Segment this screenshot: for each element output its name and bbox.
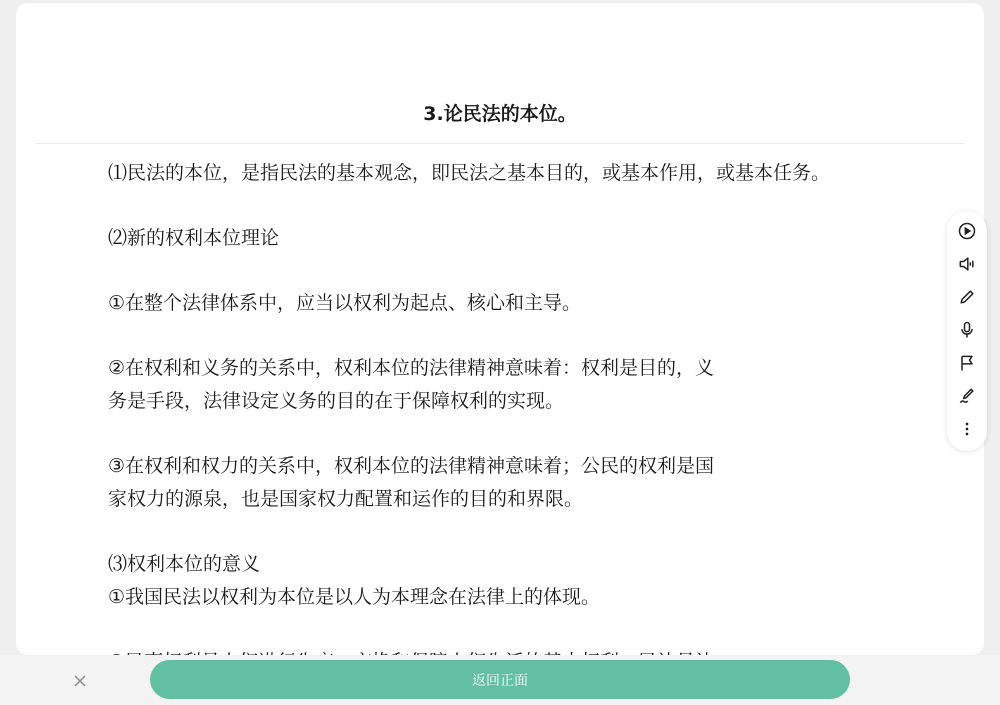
paragraph: ⑴民法的本位，是指民法的基本观念，即民法之基本目的，或基本作用，或基本任务。 bbox=[108, 162, 831, 184]
card-content bbox=[108, 157, 908, 679]
paragraph: ①在整个法律体系中，应当以权利为起点、核心和主导。 bbox=[108, 292, 582, 314]
play-circle-icon[interactable] bbox=[955, 219, 979, 243]
paragraph: ①我国民法以权利为本位是以人为本理念在法律上的体现。 bbox=[108, 586, 601, 608]
return-front-button[interactable]: 返回正面 bbox=[150, 660, 850, 699]
close-icon[interactable] bbox=[68, 669, 92, 693]
pencil-icon[interactable] bbox=[955, 285, 979, 309]
paragraph: 家权力的源泉，也是国家权力配置和运作的目的和界限。 bbox=[108, 488, 584, 510]
flashcard-back bbox=[16, 3, 984, 655]
paragraph: ②在权利和义务的关系中，权利本位的法律精神意味着：权利是目的，义 bbox=[108, 357, 715, 379]
bottom-bar bbox=[0, 655, 1000, 705]
paragraph: ⑶权利本位的意义 bbox=[108, 553, 261, 575]
title-divider bbox=[36, 143, 964, 144]
card-title: 3.论民法的本位。 bbox=[423, 103, 577, 125]
flag-icon[interactable] bbox=[955, 351, 979, 375]
paragraph: ⑵新的权利本位理论 bbox=[108, 227, 280, 249]
speaker-icon[interactable] bbox=[955, 252, 979, 276]
more-icon[interactable] bbox=[955, 417, 979, 441]
side-toolbar bbox=[947, 211, 987, 451]
microphone-icon[interactable] bbox=[955, 318, 979, 342]
paragraph: 务是手段，法律设定义务的目的在于保障权利的实现。 bbox=[108, 390, 565, 412]
paragraph: ③在权利和权力的关系中，权利本位的法律精神意味着；公民的权利是国 bbox=[108, 455, 715, 477]
handwriting-pen-icon[interactable] bbox=[955, 384, 979, 408]
